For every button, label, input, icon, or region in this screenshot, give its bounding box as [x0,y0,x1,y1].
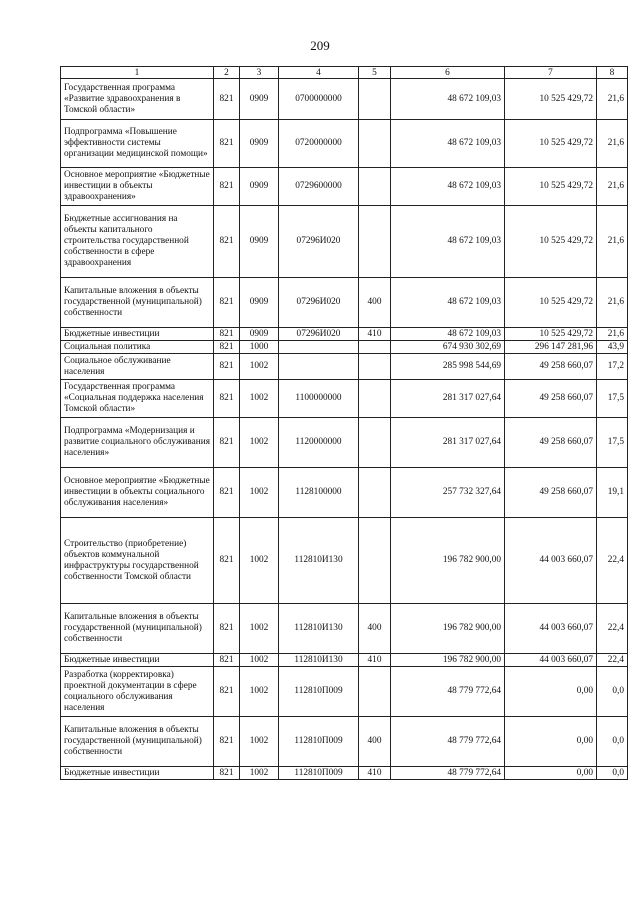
expense-type-code [359,206,391,278]
item-name: Разработка (корректировка) проектной документации в сфере социального обслуживания населения [61,667,214,717]
plan-amount: 48 779 772,64 [391,717,505,767]
target-code: 112810П009 [279,667,359,717]
item-name: Основное мероприятие «Бюджетные инвестиции в объекты социального обслуживания населения» [61,468,214,518]
grbs-code: 821 [214,380,240,418]
item-name: Бюджетные ассигнования на объекты капитального строительства государственной собственности в сфере здравоохранения [61,206,214,278]
section-code: 1002 [240,767,279,780]
column-header: 8 [597,67,628,79]
execution-percent: 0,0 [597,667,628,717]
execution-percent: 0,0 [597,717,628,767]
item-name: Капитальные вложения в объекты государственной (муниципальной) собственности [61,717,214,767]
grbs-code: 821 [214,206,240,278]
expense-type-code [359,418,391,468]
target-code: 0720000000 [279,120,359,168]
actual-amount: 296 147 281,96 [505,341,597,354]
execution-percent: 0,0 [597,767,628,780]
expense-type-code: 400 [359,604,391,654]
expense-type-code: 400 [359,717,391,767]
item-name: Подпрограмма «Повышение эффективности системы организации медицинской помощи» [61,120,214,168]
grbs-code: 821 [214,717,240,767]
expense-type-code: 410 [359,654,391,667]
table-row [61,120,628,168]
execution-percent: 22,4 [597,604,628,654]
target-code: 1128100000 [279,468,359,518]
section-code: 1002 [240,468,279,518]
plan-amount: 281 317 027,64 [391,380,505,418]
table-header-row [61,67,628,79]
execution-percent: 21,6 [597,278,628,328]
section-code: 0909 [240,328,279,341]
expense-type-code [359,380,391,418]
expense-type-code: 400 [359,278,391,328]
actual-amount: 49 258 660,07 [505,468,597,518]
target-code: 07296И020 [279,206,359,278]
table-row [61,717,628,767]
target-code: 112810П009 [279,767,359,780]
execution-percent: 22,4 [597,518,628,604]
section-code: 1002 [240,667,279,717]
execution-percent: 21,6 [597,328,628,341]
section-code: 1002 [240,418,279,468]
execution-percent: 21,6 [597,206,628,278]
section-code: 0909 [240,206,279,278]
plan-amount: 48 672 109,03 [391,278,505,328]
actual-amount: 0,00 [505,667,597,717]
section-code: 1002 [240,518,279,604]
plan-amount: 196 782 900,00 [391,518,505,604]
actual-amount: 44 003 660,07 [505,654,597,667]
section-code: 1002 [240,604,279,654]
table-row [61,518,628,604]
target-code [279,354,359,380]
grbs-code: 821 [214,518,240,604]
section-code: 1002 [240,654,279,667]
grbs-code: 821 [214,354,240,380]
page-number: 209 [310,38,330,53]
column-header: 6 [391,67,505,79]
grbs-code: 821 [214,341,240,354]
target-code: 07296И020 [279,278,359,328]
plan-amount: 48 672 109,03 [391,120,505,168]
section-code: 1002 [240,380,279,418]
actual-amount: 49 258 660,07 [505,354,597,380]
table-row [61,380,628,418]
table-row [61,767,628,780]
expense-type-code [359,168,391,206]
item-name: Основное мероприятие «Бюджетные инвестиции в объекты здравоохранения» [61,168,214,206]
item-name: Капитальные вложения в объекты государственной (муниципальной) собственности [61,604,214,654]
expense-type-code [359,518,391,604]
section-code: 0909 [240,79,279,120]
execution-percent: 21,6 [597,79,628,120]
column-header: 5 [359,67,391,79]
grbs-code: 821 [214,328,240,341]
grbs-code: 821 [214,278,240,328]
grbs-code: 821 [214,168,240,206]
item-name: Государственная программа «Социальная поддержка населения Томской области» [61,380,214,418]
plan-amount: 196 782 900,00 [391,604,505,654]
execution-percent: 17,5 [597,418,628,468]
actual-amount: 49 258 660,07 [505,418,597,468]
column-header: 4 [279,67,359,79]
expense-type-code: 410 [359,328,391,341]
plan-amount: 48 672 109,03 [391,168,505,206]
column-header: 1 [61,67,214,79]
plan-amount: 48 779 772,64 [391,667,505,717]
plan-amount: 196 782 900,00 [391,654,505,667]
item-name: Строительство (приобретение) объектов коммунальной инфраструктуры государственной собственности Томской области [61,518,214,604]
actual-amount: 10 525 429,72 [505,328,597,341]
section-code: 1000 [240,341,279,354]
table-row [61,604,628,654]
plan-amount: 48 672 109,03 [391,206,505,278]
grbs-code: 821 [214,667,240,717]
grbs-code: 821 [214,654,240,667]
target-code: 112810П009 [279,717,359,767]
table-row [61,354,628,380]
item-name: Государственная программа «Развитие здравоохранения в Томской области» [61,79,214,120]
plan-amount: 48 672 109,03 [391,328,505,341]
column-header: 3 [240,67,279,79]
expense-type-code [359,468,391,518]
actual-amount: 10 525 429,72 [505,206,597,278]
actual-amount: 44 003 660,07 [505,518,597,604]
table-row [61,468,628,518]
section-code: 0909 [240,120,279,168]
section-code: 0909 [240,278,279,328]
target-code: 112810И130 [279,654,359,667]
section-code: 0909 [240,168,279,206]
table-row [61,79,628,120]
plan-amount: 281 317 027,64 [391,418,505,468]
grbs-code: 821 [214,604,240,654]
item-name: Подпрограмма «Модернизация и развитие социального обслуживания населения» [61,418,214,468]
plan-amount: 285 998 544,69 [391,354,505,380]
execution-percent: 21,6 [597,168,628,206]
expense-type-code [359,667,391,717]
item-name: Бюджетные инвестиции [61,654,214,667]
item-name: Бюджетные инвестиции [61,767,214,780]
table-row [61,667,628,717]
table-row [61,168,628,206]
expense-type-code [359,354,391,380]
actual-amount: 10 525 429,72 [505,79,597,120]
grbs-code: 821 [214,468,240,518]
target-code: 0700000000 [279,79,359,120]
section-code: 1002 [240,354,279,380]
plan-amount: 48 672 109,03 [391,79,505,120]
actual-amount: 10 525 429,72 [505,168,597,206]
actual-amount: 44 003 660,07 [505,604,597,654]
grbs-code: 821 [214,767,240,780]
table-row [61,328,628,341]
actual-amount: 10 525 429,72 [505,120,597,168]
grbs-code: 821 [214,418,240,468]
grbs-code: 821 [214,120,240,168]
expense-type-code [359,120,391,168]
execution-percent: 22,4 [597,654,628,667]
expense-type-code: 410 [359,767,391,780]
column-header: 2 [214,67,240,79]
table-row [61,341,628,354]
plan-amount: 257 732 327,64 [391,468,505,518]
target-code: 1100000000 [279,380,359,418]
column-header: 7 [505,67,597,79]
target-code: 1120000000 [279,418,359,468]
actual-amount: 0,00 [505,767,597,780]
table-row [61,418,628,468]
execution-percent: 17,2 [597,354,628,380]
actual-amount: 10 525 429,72 [505,278,597,328]
expense-type-code [359,341,391,354]
target-code [279,341,359,354]
target-code: 112810И130 [279,604,359,654]
execution-percent: 19,1 [597,468,628,518]
item-name: Социальная политика [61,341,214,354]
grbs-code: 821 [214,79,240,120]
execution-percent: 21,6 [597,120,628,168]
item-name: Бюджетные инвестиции [61,328,214,341]
table-row [61,278,628,328]
execution-percent: 17,5 [597,380,628,418]
plan-amount: 674 930 302,69 [391,341,505,354]
execution-percent: 43,9 [597,341,628,354]
target-code: 0729600000 [279,168,359,206]
table-row [61,206,628,278]
section-code: 1002 [240,717,279,767]
plan-amount: 48 779 772,64 [391,767,505,780]
target-code: 112810И130 [279,518,359,604]
actual-amount: 49 258 660,07 [505,380,597,418]
budget-table [60,66,628,780]
target-code: 07296И020 [279,328,359,341]
table-row [61,654,628,667]
actual-amount: 0,00 [505,717,597,767]
item-name: Социальное обслуживание населения [61,354,214,380]
item-name: Капитальные вложения в объекты государственной (муниципальной) собственности [61,278,214,328]
expense-type-code [359,79,391,120]
